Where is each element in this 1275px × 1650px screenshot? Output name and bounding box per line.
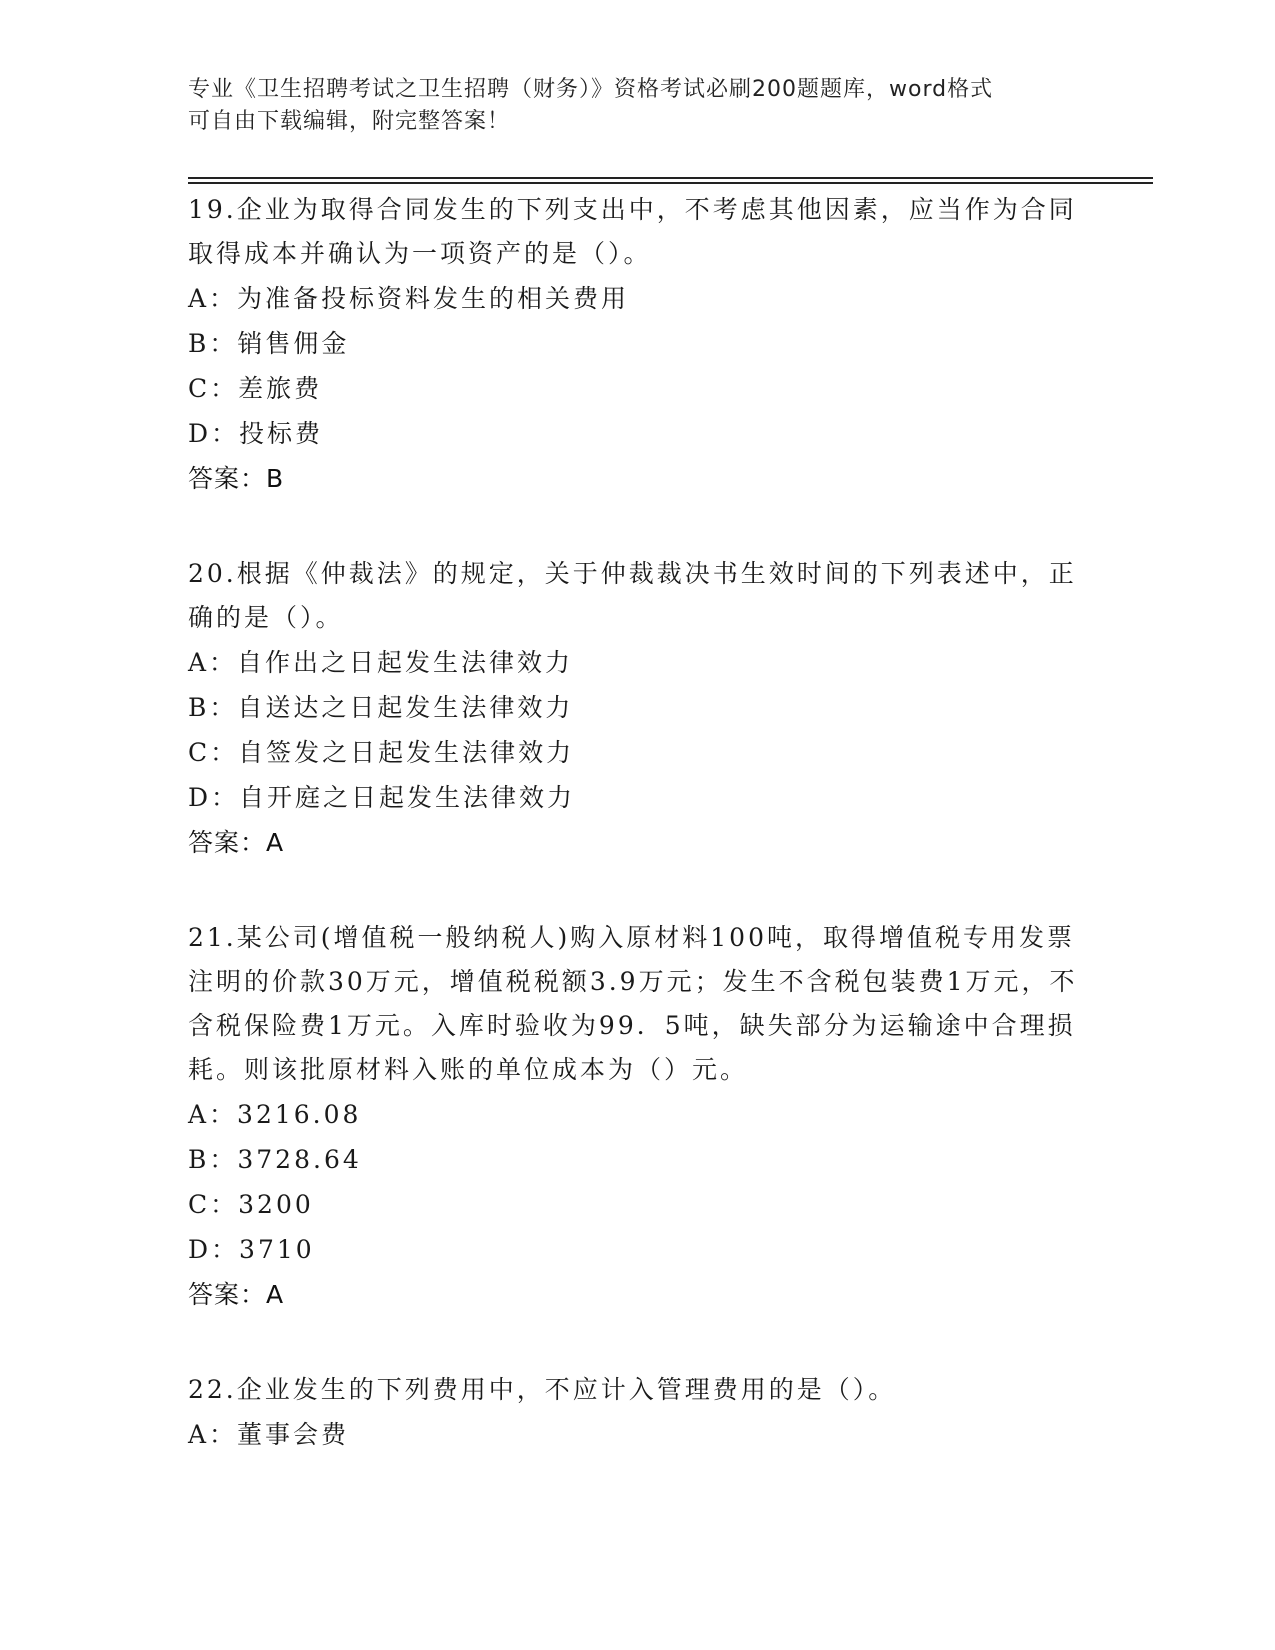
question-text: 22.企业发生的下列费用中，不应计入管理费用的是（）。 — [188, 1375, 897, 1404]
option-a: A：董事会费 — [188, 1420, 350, 1449]
option-c: C：差旅费 — [188, 374, 323, 403]
header-line-2: 可自由下载编辑，附完整答案！ — [188, 109, 511, 134]
option-c: C：3200 — [188, 1190, 314, 1219]
question-21 — [188, 916, 1088, 1317]
option-a: A：自作出之日起发生法律效力 — [188, 648, 574, 677]
question-text: 19.企业为取得合同发生的下列支出中，不考虑其他因素，应当作为合同取得成本并确认为一项资产的是（）。 — [188, 195, 1077, 268]
header-line-1: 专业《卫生招聘考试之卫生招聘（财务）》资格考试必刷200题题库，word格式 — [188, 77, 994, 102]
option-a: A：为准备投标资料发生的相关费用 — [188, 284, 630, 313]
option-b: B：3728.64 — [188, 1145, 362, 1174]
answer-line: 答案：B — [188, 464, 285, 493]
option-d: D：投标费 — [188, 419, 324, 448]
header-divider-top — [188, 177, 1153, 179]
option-d: D：3710 — [188, 1235, 315, 1264]
option-d: D：自开庭之日起发生法律效力 — [188, 783, 576, 812]
option-b: B：销售佣金 — [188, 329, 350, 358]
option-a: A：3216.08 — [188, 1100, 362, 1129]
answer-line: 答案：A — [188, 828, 285, 857]
question-20 — [188, 552, 1088, 865]
answer-line: 答案：A — [188, 1280, 285, 1309]
question-text: 21.某公司(增值税一般纳税人)购入原材料100吨，取得增值税专用发票注明的价款30万元，增值税税额3.9万元；发生不含税包装费1万元，不含税保险费1万元。入库时验收为99．5吨，缺失部分为运输途中合理损耗。则该批原材料入账的单位成本为（）元。 — [188, 923, 1078, 1084]
option-b: B：自送达之日起发生法律效力 — [188, 693, 574, 722]
question-text: 20.根据《仲裁法》的规定，关于仲裁裁决书生效时间的下列表述中，正确的是（）。 — [188, 559, 1077, 632]
document-header — [188, 74, 1088, 138]
option-c: C：自签发之日起发生法律效力 — [188, 738, 575, 767]
question-19 — [188, 188, 1088, 501]
question-22 — [188, 1368, 1088, 1457]
header-divider-bottom — [188, 182, 1153, 184]
